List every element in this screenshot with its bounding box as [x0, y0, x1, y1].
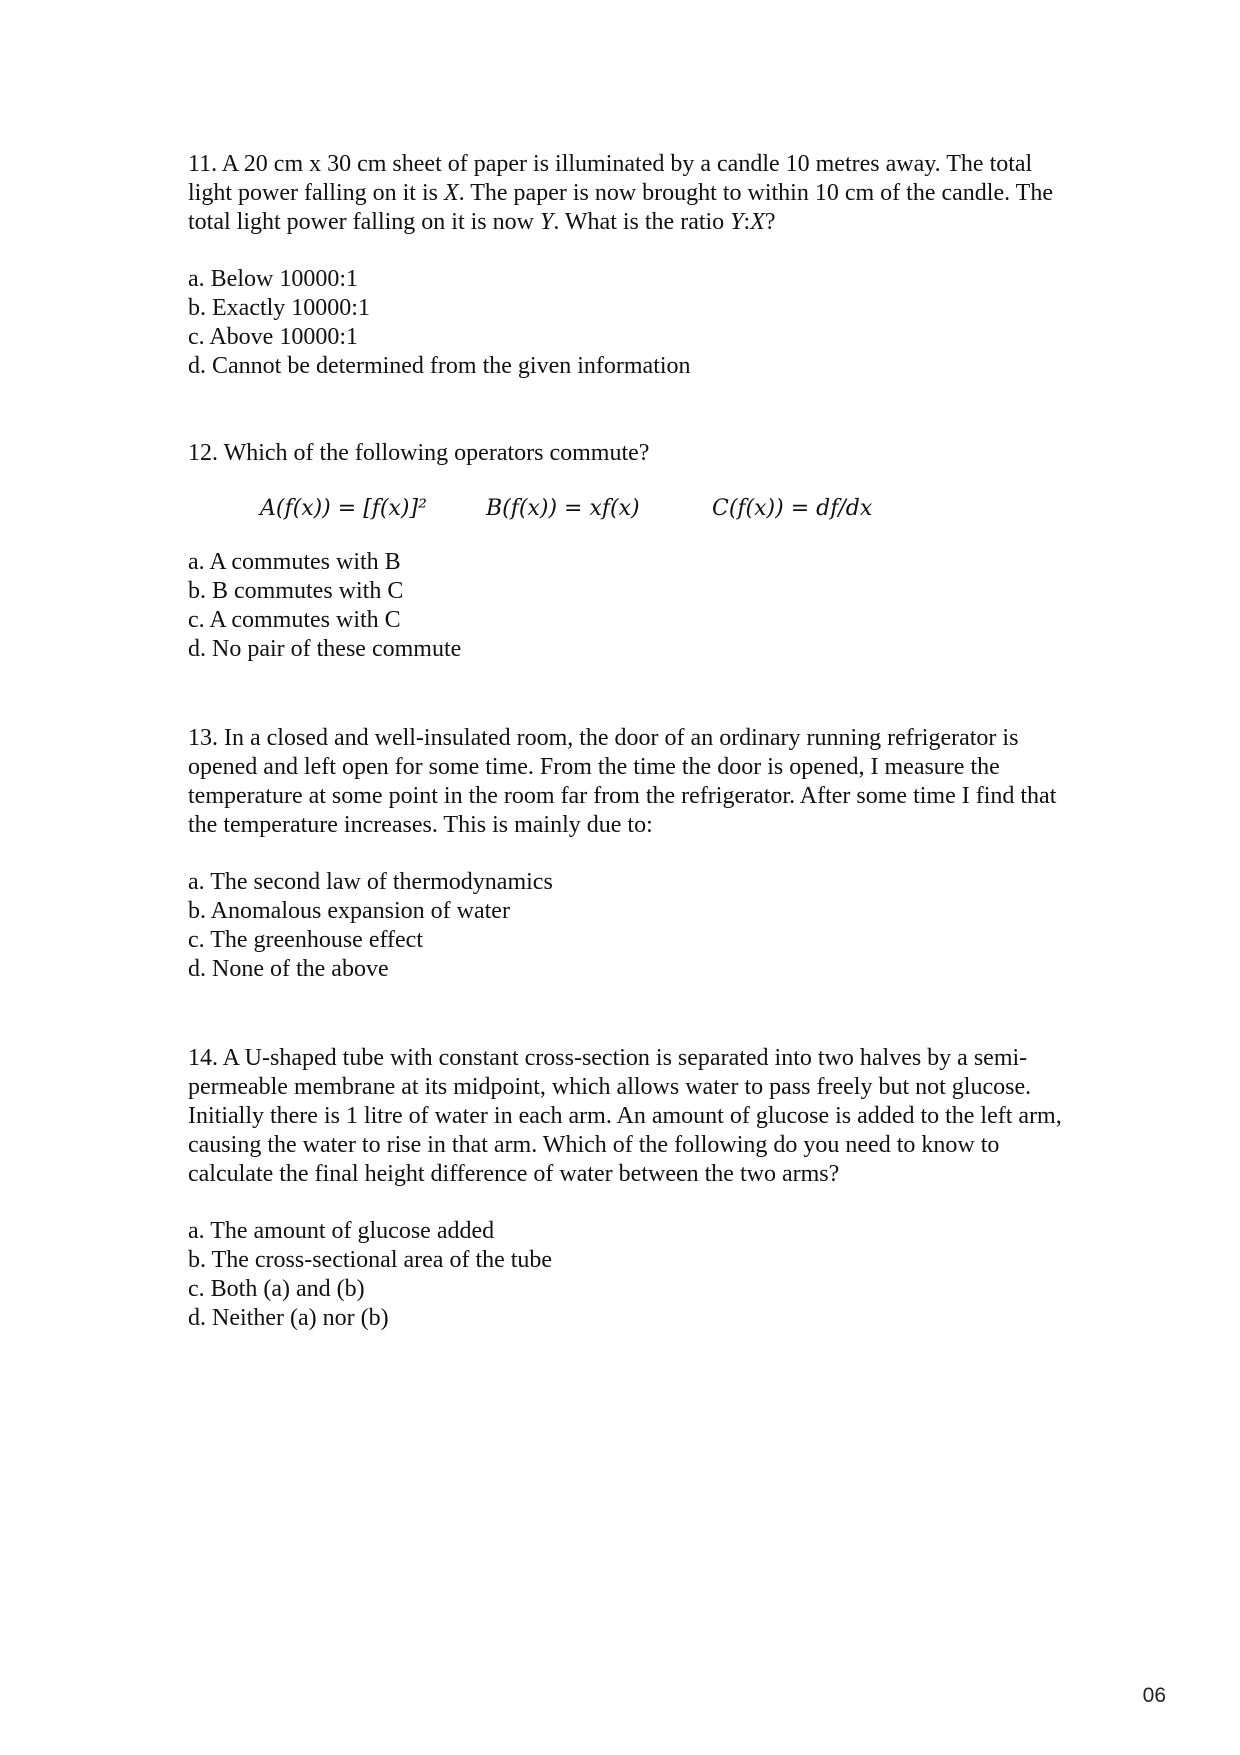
- question-12: [188, 439, 1068, 664]
- question-11-options: [188, 265, 1068, 381]
- option-b: b. Anomalous expansion of water: [188, 898, 510, 924]
- question-12-options: [188, 548, 1068, 664]
- option-d: d. None of the above: [188, 956, 389, 982]
- page-number: 06: [1142, 1684, 1166, 1707]
- page-content: [188, 150, 1068, 1333]
- question-11-text-part: . The paper is now brought to within 10 cm of the candle. The total light power falling on it is now: [188, 180, 1053, 235]
- variable-y: Y: [539, 209, 554, 235]
- question-12-text: 12. Which of the following operators commute?: [188, 440, 650, 466]
- question-mark: ?: [764, 209, 776, 235]
- variable-y: Y: [730, 209, 744, 235]
- question-13-text: 13. In a closed and well-insulated room, the door of an ordinary running refrigerator is opened and left open for some time. From the time the door is opened, I measure the temperature at some point in the room far from the refrigerator. After some time I find that the temperature increases. This is mainly due to:: [188, 725, 1057, 838]
- question-14: [188, 1044, 1068, 1333]
- variable-x: X: [443, 180, 459, 206]
- ratio-colon: :: [743, 209, 751, 235]
- formula-operator-b: B(f(x)) = xf(x): [486, 496, 640, 521]
- option-a: a. The second law of thermodynamics: [188, 869, 553, 895]
- question-13: [188, 724, 1068, 984]
- question-11-text-part: 11. A 20 cm x 30 cm sheet of paper is illuminated by a candle 10 metres away. The total light power falling on it is: [188, 151, 1033, 206]
- option-d: d. Neither (a) nor (b): [188, 1305, 389, 1331]
- formula-operator-c: C(f(x)) = df/dx: [712, 496, 873, 521]
- variable-x: X: [750, 209, 765, 235]
- question-11-text: [188, 150, 1068, 237]
- question-14-options: [188, 1217, 1068, 1333]
- option-c: c. Above 10000:1: [188, 324, 358, 350]
- operator-definitions: [260, 494, 1068, 524]
- option-a: a. A commutes with B: [188, 549, 401, 575]
- formula-operator-a: A(f(x)) = [f(x)]²: [260, 496, 427, 521]
- question-13-options: [188, 868, 1068, 984]
- option-c: c. A commutes with C: [188, 607, 401, 633]
- option-a: a. The amount of glucose added: [188, 1218, 495, 1244]
- option-d: d. No pair of these commute: [188, 636, 462, 662]
- option-b: b. B commutes with C: [188, 578, 404, 604]
- option-d: d. Cannot be determined from the given information: [188, 353, 691, 379]
- option-c: c. The greenhouse effect: [188, 927, 423, 953]
- question-14-text: 14. A U-shaped tube with constant cross-section is separated into two halves by a semi-permeable membrane at its midpoint, which allows water to pass freely but not glucose. Initially there is 1 litre of water in each arm. An amount of glucose is added to the left arm, causing the water to rise in that arm. Which of the following do you need to know to calculate the final height difference of water between the two arms?: [188, 1045, 1062, 1187]
- option-b: b. Exactly 10000:1: [188, 295, 370, 321]
- option-a: a. Below 10000:1: [188, 266, 358, 292]
- option-c: c. Both (a) and (b): [188, 1276, 365, 1302]
- question-11: [188, 150, 1068, 381]
- question-11-text-part: . What is the ratio: [553, 209, 731, 235]
- option-b: b. The cross-sectional area of the tube: [188, 1247, 553, 1273]
